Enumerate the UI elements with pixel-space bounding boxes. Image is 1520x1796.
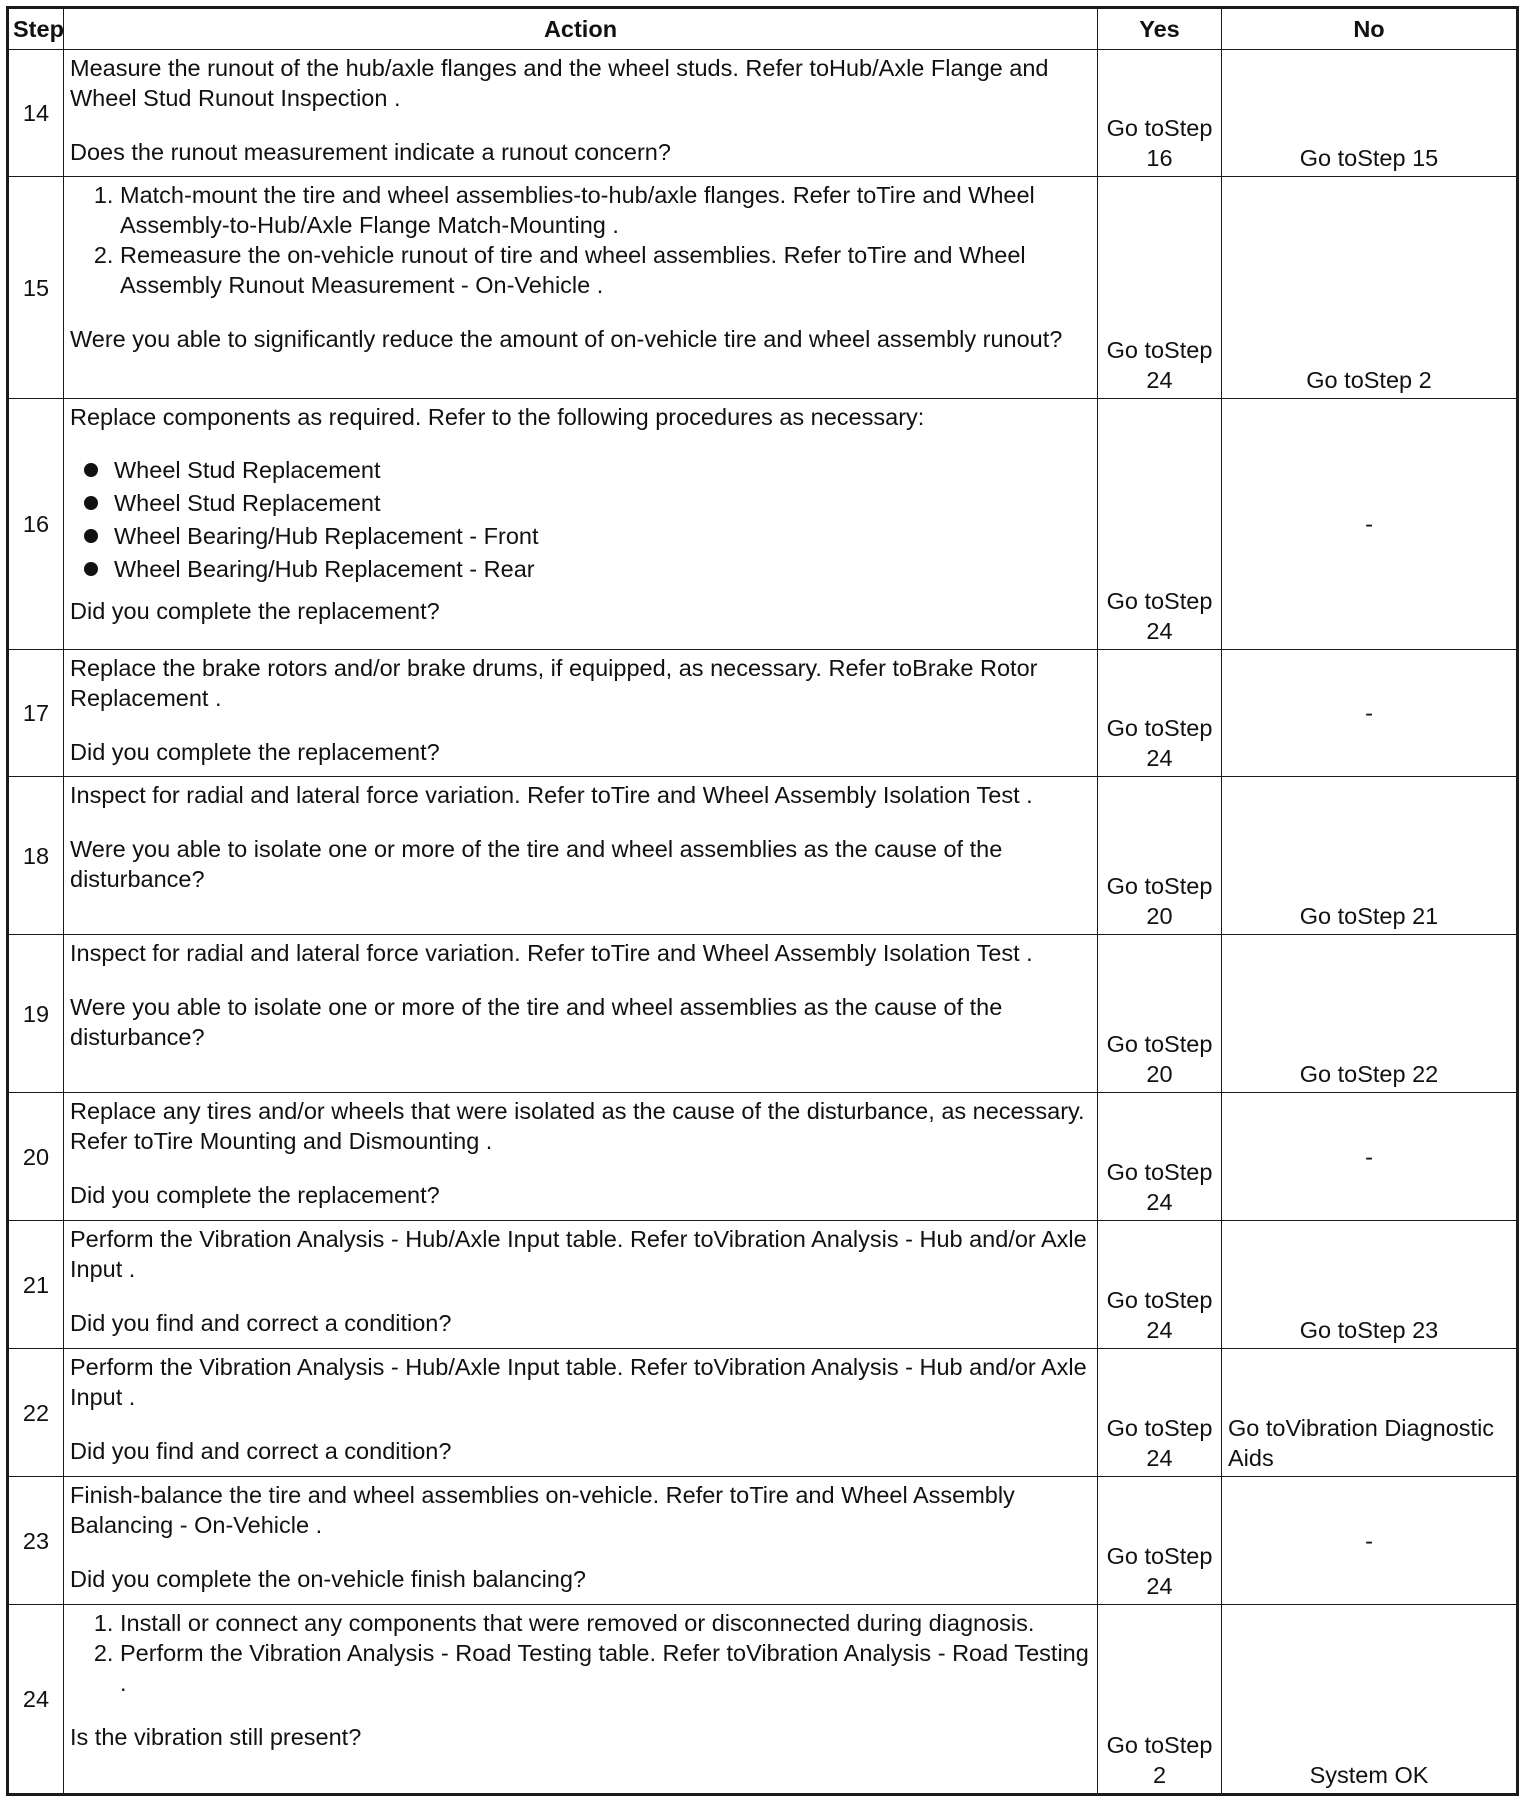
yes-cell: Go toStep 24 xyxy=(1098,650,1222,777)
step-number: 16 xyxy=(8,399,64,650)
action-cell xyxy=(64,50,1098,177)
header-row xyxy=(8,8,1518,50)
no-cell: - xyxy=(1222,1093,1518,1221)
question-text: Did you complete the replacement? xyxy=(70,1182,440,1208)
numbered-step: 1. Match-mount the tire and wheel assemblies-to-hub/axle flanges. Refer toTire and Wheel Assembly-to-Hub/Axle Flange Match-Mounting . xyxy=(120,180,1089,240)
yes-cell: Go toStep 20 xyxy=(1098,935,1222,1093)
action-text: Perform the Vibration Analysis - Hub/Axle Input table. Refer toVibration Analysis - Hub and/or Axle Input . xyxy=(70,1226,1087,1282)
action-cell xyxy=(64,777,1098,935)
step-number: 20 xyxy=(8,1093,64,1221)
table-row xyxy=(8,50,1518,177)
procedure-item: Wheel Stud Replacement xyxy=(114,485,1089,518)
yes-cell: Go toStep 24 xyxy=(1098,177,1222,399)
step-number: 22 xyxy=(8,1349,64,1477)
numbered-step: 2. Remeasure the on-vehicle runout of tire and wheel assemblies. Refer toTire and Wheel Assembly Runout Measurement - On-Vehicle . xyxy=(120,240,1089,300)
header-no: No xyxy=(1222,8,1518,50)
step-number: 19 xyxy=(8,935,64,1093)
question-text: Did you complete the replacement? xyxy=(70,739,440,765)
question-text: Did you complete the replacement? xyxy=(70,598,440,624)
numbered-step: 1. Install or connect any components that were removed or disconnected during diagnosis. xyxy=(120,1608,1089,1638)
step-number: 21 xyxy=(8,1221,64,1349)
procedure-item: Wheel Stud Replacement xyxy=(114,452,1089,485)
diagnostic-table xyxy=(6,6,1519,1796)
step-number: 15 xyxy=(8,177,64,399)
header-step: Step xyxy=(8,8,64,50)
action-cell xyxy=(64,1605,1098,1795)
numbered-steps xyxy=(70,180,1089,300)
yes-cell: Go toStep 16 xyxy=(1098,50,1222,177)
no-cell: Go toStep 21 xyxy=(1222,777,1518,935)
no-cell: - xyxy=(1222,650,1518,777)
yes-cell: Go toStep 24 xyxy=(1098,1477,1222,1605)
action-cell xyxy=(64,177,1098,399)
header-action: Action xyxy=(64,8,1098,50)
action-text: Inspect for radial and lateral force variation. Refer toTire and Wheel Assembly Isolation Test . xyxy=(70,940,1033,966)
no-cell: Go toStep 2 xyxy=(1222,177,1518,399)
action-text: Replace the brake rotors and/or brake drums, if equipped, as necessary. Refer toBrake Rotor Replacement . xyxy=(70,655,1038,711)
table-row xyxy=(8,1477,1518,1605)
no-cell: Go toStep 22 xyxy=(1222,935,1518,1093)
step-number: 23 xyxy=(8,1477,64,1605)
step-number: 24 xyxy=(8,1605,64,1795)
yes-cell: Go toStep 2 xyxy=(1098,1605,1222,1795)
table-row xyxy=(8,1093,1518,1221)
step-number: 14 xyxy=(8,50,64,177)
no-cell: - xyxy=(1222,399,1518,650)
procedure-list xyxy=(70,452,1089,584)
action-cell xyxy=(64,650,1098,777)
question-text: Were you able to isolate one or more of the tire and wheel assemblies as the cause of the disturbance? xyxy=(70,994,1003,1050)
procedure-item: Wheel Bearing/Hub Replacement - Rear xyxy=(114,551,1089,584)
question-text: Did you find and correct a condition? xyxy=(70,1310,452,1336)
no-cell: - xyxy=(1222,1477,1518,1605)
question-text: Were you able to significantly reduce the amount of on-vehicle tire and wheel assembly runout? xyxy=(70,326,1063,352)
no-cell: System OK xyxy=(1222,1605,1518,1795)
table-row xyxy=(8,650,1518,777)
yes-cell: Go toStep 24 xyxy=(1098,1093,1222,1221)
action-cell xyxy=(64,1093,1098,1221)
question-text: Did you complete the on-vehicle finish balancing? xyxy=(70,1566,587,1592)
action-cell xyxy=(64,1349,1098,1477)
action-text: Measure the runout of the hub/axle flanges and the wheel studs. Refer toHub/Axle Flange and Wheel Stud Runout Inspection . xyxy=(70,55,1049,111)
action-cell xyxy=(64,1477,1098,1605)
question-text: Were you able to isolate one or more of the tire and wheel assemblies as the cause of the disturbance? xyxy=(70,836,1003,892)
action-text: Replace components as required. Refer to the following procedures as necessary: xyxy=(70,404,925,430)
step-number: 18 xyxy=(8,777,64,935)
table-row xyxy=(8,177,1518,399)
question-text: Does the runout measurement indicate a runout concern? xyxy=(70,139,671,165)
numbered-step: 2. Perform the Vibration Analysis - Road Testing table. Refer toVibration Analysis - Road Testing . xyxy=(120,1638,1089,1698)
no-cell: Go toVibration Diagnostic Aids xyxy=(1222,1349,1518,1477)
yes-cell: Go toStep 24 xyxy=(1098,1221,1222,1349)
action-text: Finish-balance the tire and wheel assemblies on-vehicle. Refer toTire and Wheel Assembly Balancing - On-Vehicle . xyxy=(70,1482,1015,1538)
step-number: 17 xyxy=(8,650,64,777)
action-text: Inspect for radial and lateral force variation. Refer toTire and Wheel Assembly Isolation Test . xyxy=(70,782,1033,808)
action-text: Replace any tires and/or wheels that were isolated as the cause of the disturbance, as necessary. Refer toTire Mounting and Dismounting . xyxy=(70,1098,1085,1154)
table-row xyxy=(8,935,1518,1093)
no-cell: Go toStep 23 xyxy=(1222,1221,1518,1349)
question-text: Is the vibration still present? xyxy=(70,1724,362,1750)
table-row xyxy=(8,777,1518,935)
action-text: Perform the Vibration Analysis - Hub/Axle Input table. Refer toVibration Analysis - Hub and/or Axle Input . xyxy=(70,1354,1087,1410)
yes-cell: Go toStep 24 xyxy=(1098,1349,1222,1477)
procedure-item: Wheel Bearing/Hub Replacement - Front xyxy=(114,518,1089,551)
action-cell xyxy=(64,1221,1098,1349)
table-row xyxy=(8,1349,1518,1477)
action-cell xyxy=(64,935,1098,1093)
action-cell xyxy=(64,399,1098,650)
header-yes: Yes xyxy=(1098,8,1222,50)
yes-cell: Go toStep 20 xyxy=(1098,777,1222,935)
numbered-steps xyxy=(70,1608,1089,1698)
table-row xyxy=(8,1605,1518,1795)
table-row xyxy=(8,399,1518,650)
question-text: Did you find and correct a condition? xyxy=(70,1438,452,1464)
yes-cell: Go toStep 24 xyxy=(1098,399,1222,650)
table-row xyxy=(8,1221,1518,1349)
no-cell: Go toStep 15 xyxy=(1222,50,1518,177)
